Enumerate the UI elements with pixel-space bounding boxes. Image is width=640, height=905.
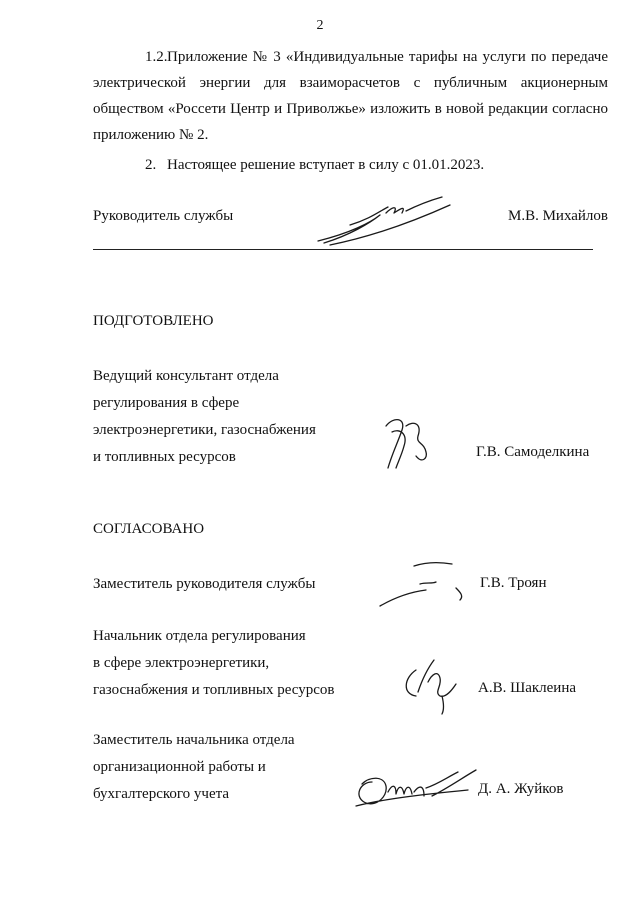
head-name: М.В. Михайлов [507, 208, 608, 224]
agreed-heading: СОГЛАСОВАНО [93, 521, 205, 537]
divider-line [93, 249, 593, 250]
position-line: электроэнергетики, газоснабжения [93, 422, 316, 438]
position-line: в сфере электроэнергетики, [93, 655, 270, 671]
position-line: регулирования в сфере [93, 395, 240, 411]
head-signature [310, 193, 460, 251]
agreed-name-2: А.В. Шаклеина [478, 680, 577, 696]
prepared-name: Г.В. Самоделкина [476, 444, 590, 460]
item-text: Приложение № 3 «Индивидуальные тарифы на услуги по передаче электрической энергии для взаиморасчетов с публичным акционерным обществом «Россети Центр и Приволжье» изложить в новой редакции согласно приложению № 2. [93, 49, 608, 143]
agreed-name-1: Г.В. Троян [480, 575, 547, 591]
agreed-position-1 [93, 571, 315, 598]
position-line: газоснабжения и топливных ресурсов [93, 682, 335, 698]
position-line: Заместитель начальника отдела [93, 732, 295, 748]
page-number: 2 [316, 18, 324, 33]
agreed-signature-1 [374, 558, 470, 612]
prepared-position [93, 363, 316, 471]
agreed-name-3: Д. А. Жуйков [478, 781, 564, 797]
prepared-signature [378, 412, 434, 474]
item-number: 2. [145, 157, 157, 173]
agreed-position-2 [93, 623, 335, 704]
item-text: Настоящее решение вступает в силу с 01.01.2023. [167, 157, 485, 173]
position-line: Ведущий консультант отдела [93, 368, 279, 384]
item-2 [93, 152, 608, 178]
agreed-signature-3 [348, 762, 482, 814]
prepared-heading: ПОДГОТОВЛЕНО [93, 313, 214, 329]
agreed-signature-2 [398, 652, 470, 718]
position-line: и топливных ресурсов [93, 449, 236, 465]
position-line: организационной работы и [93, 759, 266, 775]
item-1-2 [93, 44, 608, 148]
position-line: бухгалтерского учета [93, 786, 230, 802]
agreed-position-3 [93, 727, 295, 808]
head-position: Руководитель службы [93, 208, 234, 224]
position-line: Заместитель руководителя службы [93, 576, 316, 592]
position-line: Начальник отдела регулирования [93, 628, 306, 644]
item-number: 1.2. [145, 49, 168, 65]
